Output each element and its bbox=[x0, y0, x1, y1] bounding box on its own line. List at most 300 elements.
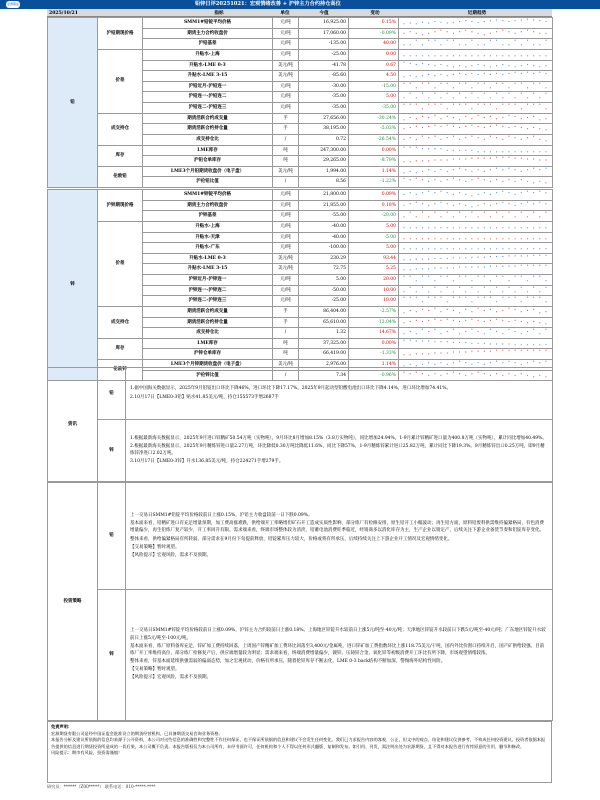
trend-point bbox=[459, 55, 460, 56]
unit-cell: 元/吨 bbox=[273, 92, 299, 103]
trend-point bbox=[453, 352, 454, 353]
trend-point bbox=[521, 19, 522, 20]
trend-point bbox=[471, 135, 472, 136]
trend-point bbox=[496, 203, 497, 204]
trend-cell bbox=[399, 18, 553, 29]
trend-point bbox=[539, 169, 540, 170]
trend-cell bbox=[399, 317, 553, 328]
trend-point bbox=[508, 280, 509, 281]
unit-cell: 元/吨 bbox=[273, 221, 299, 232]
trend-point bbox=[428, 98, 429, 99]
trend-point bbox=[478, 227, 479, 228]
trend-point bbox=[447, 331, 448, 332]
trend-point bbox=[459, 159, 460, 160]
value-cell: 8.56 bbox=[299, 177, 349, 188]
trend-point bbox=[478, 256, 479, 257]
trend-point bbox=[508, 87, 509, 88]
trend-point bbox=[490, 126, 491, 127]
trend-point bbox=[422, 203, 423, 204]
indicator-name: 升贴水-LME 3-15 bbox=[143, 71, 273, 82]
trend-point bbox=[521, 301, 522, 302]
indicator-name: 期货活跃合约成交量 bbox=[143, 306, 273, 317]
trend-point bbox=[465, 267, 466, 268]
trend-point bbox=[533, 192, 534, 193]
value-cell: -55.00 bbox=[299, 211, 349, 222]
trend-point bbox=[440, 362, 441, 363]
value-cell: 27,656.00 bbox=[299, 113, 349, 124]
trend-point bbox=[496, 179, 497, 180]
indicator-name: 沪铅连二-沪铅连三 bbox=[143, 103, 273, 114]
trend-point bbox=[533, 31, 534, 32]
trend-point bbox=[422, 34, 423, 35]
trend-point bbox=[502, 297, 503, 298]
trend-point bbox=[545, 32, 546, 33]
trend-point bbox=[539, 201, 540, 202]
trend-point bbox=[447, 125, 448, 126]
trend-point bbox=[490, 216, 491, 217]
trend-point bbox=[416, 216, 417, 217]
news-table bbox=[47, 367, 553, 482]
trend-point bbox=[484, 93, 485, 94]
trend-point bbox=[434, 280, 435, 281]
trend-point bbox=[471, 87, 472, 88]
trend-point bbox=[484, 320, 485, 321]
trend-point bbox=[471, 342, 472, 343]
trend-point bbox=[515, 255, 516, 256]
trend-point bbox=[440, 118, 441, 119]
trend-point bbox=[465, 74, 466, 75]
disclaimer-line-3: 风险提示：期市有风险，投资需谨慎！ bbox=[51, 750, 123, 755]
trend-cell bbox=[399, 166, 553, 177]
trend-point bbox=[403, 227, 404, 228]
trend-point bbox=[422, 340, 423, 341]
trend-sparkline bbox=[401, 124, 549, 131]
trend-cell bbox=[399, 134, 553, 145]
change-cell: 5.00 bbox=[349, 243, 399, 254]
trend-point bbox=[440, 104, 441, 105]
trend-point bbox=[453, 32, 454, 33]
trend-point bbox=[403, 146, 404, 147]
trend-point bbox=[447, 115, 448, 116]
trend-point bbox=[440, 191, 441, 192]
trend-point bbox=[539, 119, 540, 120]
trend-point bbox=[539, 139, 540, 140]
trend-point bbox=[508, 179, 509, 180]
trend-point bbox=[403, 333, 404, 334]
trend-point bbox=[465, 319, 466, 320]
trend-point bbox=[428, 291, 429, 292]
trend-point bbox=[440, 216, 441, 217]
change-cell: 0.15% bbox=[349, 18, 399, 29]
trend-point bbox=[428, 258, 429, 259]
trend-point bbox=[533, 309, 534, 310]
trend-point bbox=[508, 93, 509, 94]
trend-point bbox=[453, 227, 454, 228]
trend-point bbox=[434, 307, 435, 308]
unit-cell: 元/吨 bbox=[273, 103, 299, 114]
trend-point bbox=[465, 137, 466, 138]
trend-point bbox=[502, 169, 503, 170]
change-cell: -35.00 bbox=[349, 103, 399, 114]
trend-point bbox=[416, 354, 417, 355]
trend-point bbox=[459, 297, 460, 298]
trend-point bbox=[484, 21, 485, 22]
trend-point bbox=[459, 73, 460, 74]
trend-point bbox=[428, 160, 429, 161]
news-lead-line-2: 2.10月17日【LME0-3铅】贴水41.85美元/吨，持仓155573手增2687手 bbox=[130, 394, 279, 400]
trend-point bbox=[453, 117, 454, 118]
trend-point bbox=[496, 266, 497, 267]
strategy-lead-line-3: 整体来看，供给偏紧格局有所转弱，部分需求在9月份下旬提前释放，铅锭累库压力较大，价格或将有所承压，后续持续关注上下游企业开工情况及宏观情绪变化。 bbox=[130, 536, 453, 542]
trend-point bbox=[533, 82, 534, 83]
trend-point bbox=[533, 93, 534, 94]
trend-point bbox=[515, 181, 516, 182]
trend-point bbox=[539, 350, 540, 351]
col-indicator: 指标 bbox=[214, 10, 224, 16]
trend-point bbox=[403, 98, 404, 99]
trend-point bbox=[416, 126, 417, 127]
trend-point bbox=[515, 319, 516, 320]
trend-point bbox=[484, 73, 485, 74]
trend-point bbox=[440, 238, 441, 239]
trend-point bbox=[422, 248, 423, 249]
trend-point bbox=[403, 172, 404, 173]
trend-point bbox=[515, 104, 516, 105]
trend-point bbox=[447, 170, 448, 171]
trend-point bbox=[403, 297, 404, 298]
trend-point bbox=[465, 194, 466, 195]
trend-point bbox=[434, 286, 435, 287]
trend-point bbox=[459, 127, 460, 128]
trend-point bbox=[545, 192, 546, 193]
strategy-zinc-line-2: 基本面来看，炼厂原料备库充足，锌矿加工费持续回落，上周国产锌精矿加工费环比回落至3,400元/金属吨，进口锌矿加工费指数环比上涨118.75美元/干吨，国内外比价窗口持续开启，国产矿供给较强。目前炼厂开工率维持高位，部分炼厂检修复产后，供应端增量较为明显；需求端来看，终端消费增量偏少，镀锌、压铸锌合金、氧化锌等初级消费开工环比有所下降，市场观望情绪较浓。 bbox=[130, 643, 545, 656]
trend-point bbox=[478, 74, 479, 75]
trend-point bbox=[416, 118, 417, 119]
trend-point bbox=[428, 297, 429, 298]
trend-point bbox=[440, 333, 441, 334]
trend-point bbox=[521, 108, 522, 109]
trend-point bbox=[484, 192, 485, 193]
trend-point bbox=[502, 362, 503, 363]
trend-point bbox=[410, 212, 411, 213]
indicator-name: 升贴水-上海 bbox=[143, 221, 273, 232]
trend-point bbox=[545, 93, 546, 94]
trend-point bbox=[490, 66, 491, 67]
trend-point bbox=[521, 31, 522, 32]
trend-point bbox=[471, 118, 472, 119]
trend-point bbox=[521, 139, 522, 140]
trend-point bbox=[447, 227, 448, 228]
trend-point bbox=[403, 23, 404, 24]
trend-point bbox=[490, 329, 491, 330]
trend-point bbox=[508, 157, 509, 158]
indicator-name: 期货主力合约收盘价 bbox=[143, 200, 273, 211]
trend-point bbox=[545, 227, 546, 228]
trend-point bbox=[453, 178, 454, 179]
company-logo: 宏源期货 bbox=[6, 2, 19, 6]
trend-point bbox=[515, 194, 516, 195]
trend-point bbox=[416, 340, 417, 341]
trend-point bbox=[490, 55, 491, 56]
trend-point bbox=[459, 333, 460, 334]
col-value: 今值 bbox=[319, 10, 329, 16]
trend-point bbox=[459, 192, 460, 193]
trend-point bbox=[496, 125, 497, 126]
trend-point bbox=[496, 301, 497, 302]
trend-point bbox=[416, 311, 417, 312]
table-row bbox=[48, 338, 553, 349]
trend-point bbox=[545, 40, 546, 41]
column-header-strip bbox=[47, 9, 552, 17]
trend-point bbox=[527, 297, 528, 298]
trend-point bbox=[434, 227, 435, 228]
trend-point bbox=[539, 82, 540, 83]
trend-sparkline bbox=[401, 296, 549, 303]
value-cell: 21,855.00 bbox=[299, 200, 349, 211]
trend-point bbox=[434, 75, 435, 76]
trend-point bbox=[490, 104, 491, 105]
trend-point bbox=[465, 216, 466, 217]
trend-point bbox=[496, 256, 497, 257]
report-footer: 研究员：******（Z00*****） 联系电话：010-*****-**** bbox=[47, 784, 156, 789]
unit-cell: 美元/吨 bbox=[273, 60, 299, 71]
trend-point bbox=[508, 151, 509, 152]
trend-point bbox=[539, 238, 540, 239]
trend-point bbox=[539, 128, 540, 129]
trend-point bbox=[545, 212, 546, 213]
trend-point bbox=[533, 151, 534, 152]
unit-cell: 吨 bbox=[273, 145, 299, 156]
table-row bbox=[48, 49, 553, 60]
trend-point bbox=[471, 280, 472, 281]
trend-point bbox=[453, 291, 454, 292]
zinc-data-table bbox=[47, 189, 553, 381]
trend-point bbox=[416, 98, 417, 99]
trend-point bbox=[465, 104, 466, 105]
trend-point bbox=[496, 151, 497, 152]
trend-point bbox=[447, 268, 448, 269]
trend-point bbox=[533, 135, 534, 136]
change-cell: 93.44 bbox=[349, 253, 399, 264]
unit-cell: 手 bbox=[273, 317, 299, 328]
trend-cell bbox=[399, 306, 553, 317]
trend-point bbox=[533, 104, 534, 105]
trend-point bbox=[539, 32, 540, 33]
trend-point bbox=[447, 364, 448, 365]
trend-point bbox=[410, 227, 411, 228]
trend-point bbox=[410, 238, 411, 239]
value-cell: 66,419.00 bbox=[299, 349, 349, 360]
value-cell: 247,300.00 bbox=[299, 145, 349, 156]
trend-point bbox=[521, 276, 522, 277]
trend-point bbox=[545, 167, 546, 168]
trend-point bbox=[484, 256, 485, 257]
value-cell: -50.00 bbox=[299, 285, 349, 296]
trend-point bbox=[465, 82, 466, 83]
trend-point bbox=[502, 29, 503, 30]
change-cell: 1.14% bbox=[349, 166, 399, 177]
trend-point bbox=[422, 160, 423, 161]
trend-point bbox=[515, 331, 516, 332]
trend-point bbox=[521, 350, 522, 351]
trend-point bbox=[521, 255, 522, 256]
trend-cell bbox=[399, 338, 553, 349]
trend-point bbox=[403, 355, 404, 356]
unit-cell: 元/吨 bbox=[273, 243, 299, 254]
trend-point bbox=[502, 98, 503, 99]
trend-point bbox=[496, 82, 497, 83]
trend-sparkline bbox=[401, 318, 549, 325]
trend-point bbox=[484, 170, 485, 171]
trend-point bbox=[496, 108, 497, 109]
trend-point bbox=[490, 256, 491, 257]
unit-cell: 元/吨 bbox=[273, 190, 299, 201]
trend-point bbox=[515, 276, 516, 277]
trend-point bbox=[545, 254, 546, 255]
trend-point bbox=[422, 93, 423, 94]
trend-point bbox=[490, 32, 491, 33]
trend-point bbox=[502, 291, 503, 292]
trend-cell bbox=[399, 124, 553, 135]
change-cell: 10.00 bbox=[349, 296, 399, 307]
trend-point bbox=[471, 364, 472, 365]
trend-point bbox=[484, 139, 485, 140]
trend-point bbox=[471, 286, 472, 287]
trend-point bbox=[471, 93, 472, 94]
change-cell: -13.04% bbox=[349, 317, 399, 328]
trend-point bbox=[434, 353, 435, 354]
trend-point bbox=[545, 280, 546, 281]
trend-point bbox=[471, 248, 472, 249]
trend-point bbox=[521, 333, 522, 334]
trend-point bbox=[434, 40, 435, 41]
trend-point bbox=[422, 301, 423, 302]
trend-point bbox=[428, 331, 429, 332]
trend-point bbox=[545, 265, 546, 266]
trend-point bbox=[533, 238, 534, 239]
trend-sparkline bbox=[401, 243, 549, 250]
trend-point bbox=[471, 301, 472, 302]
trend-point bbox=[403, 139, 404, 140]
trend-point bbox=[465, 227, 466, 228]
trend-point bbox=[471, 179, 472, 180]
trend-point bbox=[490, 309, 491, 310]
trend-point bbox=[403, 44, 404, 45]
trend-point bbox=[496, 343, 497, 344]
trend-sparkline bbox=[401, 167, 549, 174]
trend-point bbox=[533, 212, 534, 213]
indicator-name: LME库存 bbox=[143, 338, 273, 349]
trend-point bbox=[416, 87, 417, 88]
trend-cell bbox=[399, 49, 553, 60]
col-trend: 近期趋势 bbox=[467, 10, 487, 16]
col-unit: 单位 bbox=[280, 10, 290, 16]
trend-point bbox=[496, 311, 497, 312]
trend-point bbox=[434, 125, 435, 126]
trend-point bbox=[478, 307, 479, 308]
trend-point bbox=[447, 137, 448, 138]
indicator-name: 沪伦铅比值 bbox=[143, 177, 273, 188]
trend-point bbox=[422, 227, 423, 228]
strategy-lead-line-1: 上一交易日SMM1#铅锭平均价格较前日上涨0.15%，沪铅主力收盘较前一日下跌0.09%。 bbox=[130, 512, 313, 518]
trend-point bbox=[471, 170, 472, 171]
trend-point bbox=[447, 31, 448, 32]
trend-point bbox=[515, 98, 516, 99]
trend-sparkline bbox=[401, 307, 549, 314]
trend-point bbox=[545, 73, 546, 74]
trend-point bbox=[527, 191, 528, 192]
trend-point bbox=[422, 127, 423, 128]
trend-point bbox=[478, 98, 479, 99]
trend-sparkline bbox=[401, 201, 549, 208]
trend-sparkline bbox=[401, 264, 549, 271]
trend-point bbox=[422, 329, 423, 330]
trend-cell bbox=[399, 103, 553, 114]
value-cell: 1,994.00 bbox=[299, 166, 349, 177]
trend-point bbox=[434, 297, 435, 298]
trend-point bbox=[465, 98, 466, 99]
trend-point bbox=[533, 183, 534, 184]
trend-cell bbox=[399, 296, 553, 307]
trend-point bbox=[490, 40, 491, 41]
trend-sparkline bbox=[401, 190, 549, 197]
trend-point bbox=[447, 248, 448, 249]
trend-point bbox=[521, 311, 522, 312]
change-cell: -20.00 bbox=[349, 211, 399, 222]
lead-data-table bbox=[47, 17, 553, 188]
trend-point bbox=[453, 55, 454, 56]
trend-sparkline bbox=[401, 339, 549, 346]
trend-point bbox=[533, 127, 534, 128]
trend-point bbox=[416, 76, 417, 77]
trend-point bbox=[434, 212, 435, 213]
trend-point bbox=[422, 82, 423, 83]
change-cell: -0.96% bbox=[349, 370, 399, 381]
trend-point bbox=[502, 350, 503, 351]
trend-point bbox=[521, 65, 522, 66]
unit-cell: 元/吨 bbox=[273, 285, 299, 296]
trend-point bbox=[422, 170, 423, 171]
trend-point bbox=[508, 286, 509, 287]
value-cell: 2,976.00 bbox=[299, 360, 349, 371]
trend-point bbox=[471, 158, 472, 159]
value-cell: -30.00 bbox=[299, 81, 349, 92]
trend-point bbox=[422, 258, 423, 259]
trend-point bbox=[410, 339, 411, 340]
trend-point bbox=[515, 362, 516, 363]
trend-point bbox=[508, 238, 509, 239]
trend-point bbox=[465, 291, 466, 292]
trend-point bbox=[527, 248, 528, 249]
trend-point bbox=[490, 351, 491, 352]
trend-point bbox=[422, 212, 423, 213]
trend-point bbox=[521, 320, 522, 321]
trend-point bbox=[471, 21, 472, 22]
trend-point bbox=[539, 44, 540, 45]
trend-point bbox=[416, 32, 417, 33]
trend-point bbox=[496, 137, 497, 138]
trend-point bbox=[434, 341, 435, 342]
trend-point bbox=[490, 151, 491, 152]
trend-point bbox=[539, 20, 540, 21]
trend-point bbox=[533, 320, 534, 321]
table-row bbox=[48, 190, 553, 201]
trend-point bbox=[490, 181, 491, 182]
trend-point bbox=[440, 55, 441, 56]
trend-point bbox=[465, 169, 466, 170]
trend-point bbox=[447, 309, 448, 310]
trend-point bbox=[502, 20, 503, 21]
